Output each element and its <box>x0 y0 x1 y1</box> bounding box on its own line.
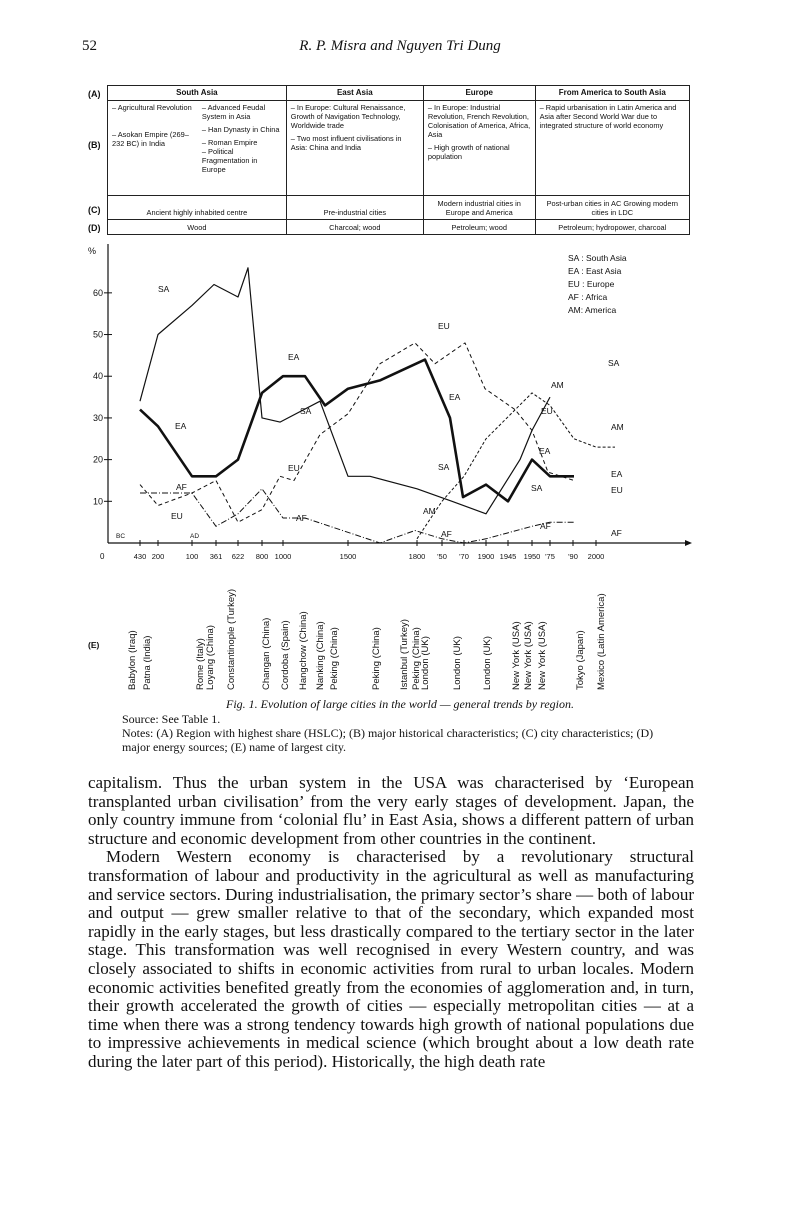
largest-city-label: Peking (China) <box>371 627 382 690</box>
series-line-af <box>140 489 574 543</box>
x-tick-label: 100 <box>185 552 199 561</box>
b-item: – Political Fragmentation in Europe <box>201 147 258 174</box>
y-tick-label: 30 <box>92 412 103 423</box>
cell-b-europe <box>423 101 535 196</box>
b-item: – In Europe: Industrial Revolution, French Revolution, Colonisation of America, Africa, Asia <box>427 103 531 139</box>
paragraph: Modern Western economy is characterised by a revolutionary structural transformation of labour and productivity in the agricultural as well as manufacturing and service sectors. During industrialisation, the primary sector’s share — both of labour and output — grew smaller relative to that of the secondary, which expanded most rapidly in the early stages, but less drastically compared to the tertiary sector in the later stage. This transformation was well recognised in every Western country, and was closely associated to shifts in economic activities from rural to urban locales. Modern economic activities benefited greatly from the economies of agglomeration and, in turn, their growth accelerated the growth of cities — especially metropolitan cities — at a time when there was a strong tendency towards high growth of national populations due to impressive achievements in medical science (which brought about a low death rate during the later part of this period). Historically, the high death rate <box>88 847 694 1071</box>
series-line-ea <box>140 360 574 502</box>
series-label-eu: EU <box>438 321 450 331</box>
largest-city-label: Nanking (China) <box>315 621 326 690</box>
x-tick-label: 800 <box>255 552 269 561</box>
largest-city-label: New York (USA) <box>537 621 548 690</box>
y-tick-label: 40 <box>92 371 103 382</box>
series-label-am: AM <box>423 506 436 516</box>
figure-table <box>107 85 690 235</box>
series-label-af: AF <box>296 513 307 523</box>
y-tick-label: 50 <box>92 329 103 340</box>
series-label-ea: EA <box>611 469 623 479</box>
row-label-e: (E) <box>88 640 100 650</box>
cell-b-south-asia <box>108 101 287 196</box>
series-label-eu: EU <box>171 511 183 521</box>
series-label-af: AF <box>611 528 622 538</box>
series-label-af: AF <box>540 521 551 531</box>
legend-entry: AF : Africa <box>568 292 608 302</box>
b-item: – High growth of national population <box>427 143 510 161</box>
x-tick-label: '75 <box>545 552 555 561</box>
y-axis-unit: % <box>88 246 97 256</box>
x-tick-label: 1000 <box>274 552 292 561</box>
largest-city-label: Istanbul (Turkey) <box>399 619 410 690</box>
cell-c-america: Post-urban cities in AC Growing modern cities in LDC <box>535 196 689 220</box>
b-item: – Advanced Feudal System in Asia <box>201 103 266 121</box>
legend-entry: EA : East Asia <box>568 266 622 276</box>
series-label-sa: SA <box>608 358 620 368</box>
x-tick-label: 361 <box>209 552 223 561</box>
b-item: – Asokan Empire (269–232 BC) in India <box>112 130 189 148</box>
x-tick-label: 2000 <box>587 552 605 561</box>
body-text <box>88 774 694 1072</box>
largest-city-label: London (UK) <box>452 636 463 690</box>
largest-city-label: Rome (Italy) <box>195 638 206 690</box>
row-label-c: (C) <box>88 205 101 215</box>
series-label-eu: EU <box>611 485 623 495</box>
b-item: – In Europe: Cultural Renaissance, Growth of Navigation Technology, Worldwide trade <box>290 103 406 130</box>
series-label-ea: EA <box>288 352 300 362</box>
header-east-asia: East Asia <box>286 86 423 101</box>
x-tick-label: 430 <box>133 552 147 561</box>
b-item: – Roman Empire <box>201 138 258 147</box>
series-label-sa: SA <box>438 462 450 472</box>
largest-city-label: Hangchow (China) <box>298 611 309 690</box>
figure-source: Source: See Table 1. <box>122 712 221 726</box>
largest-city-label: Tokyo (Japan) <box>575 630 586 690</box>
series-label-sa: SA <box>158 284 170 294</box>
x-tick-label: 1900 <box>477 552 495 561</box>
cell-c-europe: Modern industrial cities in Europe and America <box>423 196 535 220</box>
largest-city-label: Patna (India) <box>142 635 153 690</box>
era-label-ad: AD <box>190 533 200 540</box>
b-item: – Han Dynasty in China <box>201 125 280 134</box>
row-d <box>108 220 690 235</box>
largest-city-label: Changan (China) <box>261 617 272 690</box>
y-tick-label: 10 <box>92 496 103 507</box>
largest-city-label: Babylon (Iraq) <box>127 630 138 690</box>
y-tick-label: 60 <box>92 287 103 298</box>
x-tick-label: '50 <box>437 552 447 561</box>
y-tick-label: 20 <box>92 454 103 465</box>
row-label-d: (D) <box>88 223 101 233</box>
x-axis-arrow <box>685 540 692 546</box>
b-item: – Agricultural Revolution <box>112 103 192 112</box>
largest-city-label: Mexico (Latin America) <box>596 593 607 690</box>
cell-c-south-asia: Ancient highly inhabited centre <box>108 196 287 220</box>
series-label-eu: EU <box>541 406 553 416</box>
series-label-ea: EA <box>449 392 461 402</box>
series-label-am: AM <box>551 380 564 390</box>
largest-city-label: Peking (China) <box>329 627 340 690</box>
series-label-eu: EU <box>288 463 300 473</box>
largest-city-label: London (UK) <box>420 636 431 690</box>
cell-c-east-asia: Pre-industrial cities <box>286 196 423 220</box>
legend-entry: AM: America <box>568 305 617 315</box>
row-label-a: (A) <box>88 89 101 99</box>
legend-entry: EU : Europe <box>568 279 615 289</box>
large-cities-line-chart <box>80 236 700 576</box>
row-label-b: (B) <box>88 140 101 150</box>
series-label-ea: EA <box>175 421 187 431</box>
cell-b-east-asia <box>286 101 423 196</box>
x-tick-label: 622 <box>231 552 245 561</box>
cell-b-america <box>535 101 689 196</box>
largest-city-label: Peking (China) <box>411 627 422 690</box>
page-number: 52 <box>82 38 97 54</box>
largest-city-label: Loyang (China) <box>205 625 216 690</box>
series-label-sa: SA <box>300 406 312 416</box>
series-line-eu <box>140 343 574 522</box>
cell-d-america: Petroleum; hydropower, charcoal <box>535 220 689 235</box>
cell-d-east-asia: Charcoal; wood <box>286 220 423 235</box>
cell-d-south-asia: Wood <box>108 220 287 235</box>
b-item: – Two most influent civilisations in Asia: China and India <box>290 134 402 152</box>
largest-city-label: London (UK) <box>482 636 493 690</box>
x-tick-label: '90 <box>568 552 578 561</box>
x-tick-label: '70 <box>459 552 469 561</box>
b-item: – Rapid urbanisation in Latin America and Asia after Second World War due to integrated structure of world economy <box>539 103 677 130</box>
header-south-asia: South Asia <box>108 86 287 101</box>
header-europe: Europe <box>423 86 535 101</box>
series-label-ea: EA <box>539 446 551 456</box>
x-tick-label: 200 <box>151 552 165 561</box>
series-label-am: AM <box>611 422 624 432</box>
row-c <box>108 196 690 220</box>
x-tick-label: 1950 <box>523 552 541 561</box>
figure-notes: Notes: (A) Region with highest share (HSLC); (B) major historical characteristics; (C) city characteristics; (D) major energy sources; (E) name of largest city. <box>122 726 654 754</box>
largest-city-label: Cordoba (Spain) <box>280 620 291 690</box>
x-tick-label: 1945 <box>499 552 517 561</box>
row-b <box>108 101 690 196</box>
x-axis-zero: 0 <box>100 552 105 561</box>
series-label-sa: SA <box>531 483 543 493</box>
legend-entry: SA : South Asia <box>568 253 627 263</box>
figure-caption: Fig. 1. Evolution of large cities in the world — general trends by region. <box>226 697 574 711</box>
series-label-af: AF <box>441 529 452 539</box>
era-label-bc: BC <box>116 533 126 540</box>
running-title: R. P. Misra and Nguyen Tri Dung <box>299 38 501 54</box>
cell-d-europe: Petroleum; wood <box>423 220 535 235</box>
x-tick-label: 1800 <box>408 552 426 561</box>
largest-city-label: New York (USA) <box>511 621 522 690</box>
header-america: From America to South Asia <box>535 86 689 101</box>
largest-city-label: New York (USA) <box>523 621 534 690</box>
x-tick-label: 1500 <box>339 552 357 561</box>
row-a <box>108 86 690 101</box>
series-label-af: AF <box>176 482 187 492</box>
largest-city-label: Constantinople (Turkey) <box>226 588 237 690</box>
paragraph: capitalism. Thus the urban system in the USA was characterised by ‘European transplanted urban civilisation’ from the very early stages of development. Japan, the only country immune from ‘colonial flu’ in East Asia, shows a different pattern of urban structure and economic development from other countries in the continent. <box>88 773 694 848</box>
